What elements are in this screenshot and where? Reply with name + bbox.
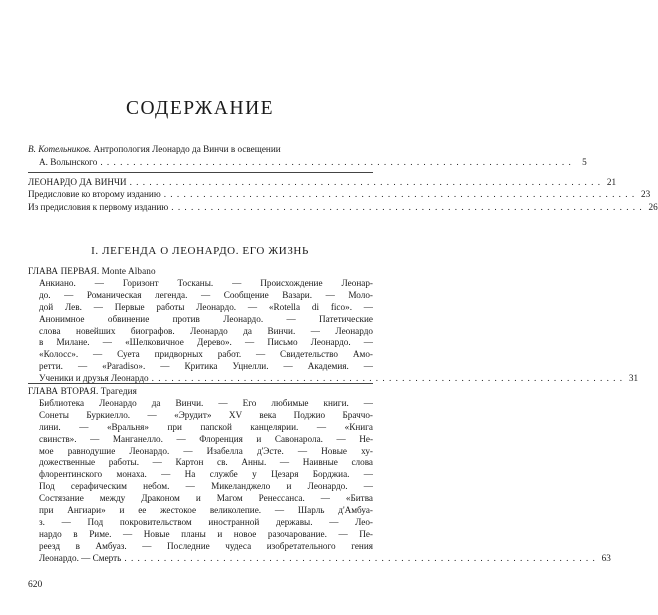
toc-entry-preface-first[interactable] xyxy=(28,201,658,214)
chapter-line: реезд в Амбуаз. — Последние чудеса изобретательного гения xyxy=(39,540,373,551)
dot-leader: . . . . . . . . . . . . . . . . . . . . . . . . . . . . . . . . . . . . . . . . . . . . . . . . . . . . . . . . . . . . . . . . . . . . . . . . xyxy=(163,189,636,199)
toc-entry-text: Из предисловия к первому изданию xyxy=(28,202,169,212)
chapter-line-text: Ученики и друзья Леонардо xyxy=(39,373,149,384)
toc-chapter-1[interactable] xyxy=(28,266,639,385)
toc-entry-text: ЛЕОНАРДО ДА ВИНЧИ xyxy=(28,177,127,187)
chapter-line: при Ангиари» и ее жестокое великолепие. — Шарль д'Амбуа- xyxy=(39,505,373,516)
toc-entry-text: Предисловие ко второму изданию xyxy=(28,189,161,199)
dot-leader: . . . . . . . . . . . . . . . . . . . . . . . . . . . . . . . . . . . . . . . . . . . . . . . . . . . . . . . . . . . . . . . . . . . . . . . . xyxy=(171,202,643,212)
divider-rule xyxy=(28,172,373,173)
chapter-line: слова новейших биографов. Леонардо да Винчи. — Леонардо xyxy=(39,325,373,336)
chapter-line: Анкиано. — Горизонт Тосканы. — Происхождение Леонар- xyxy=(39,277,373,288)
toc-page-number: 31 xyxy=(628,373,639,384)
toc-entry-text: А. Волынского xyxy=(39,156,98,167)
chapter-line: флорентинского монаха. — На службе у Цезаря Борджиа. — xyxy=(39,469,373,480)
toc-entry-text: Антропология Леонардо да Винчи в освещении xyxy=(93,144,281,154)
toc-entry-line xyxy=(28,143,373,156)
chapter-line: Под серафическим небом. — Микеланджело и Леонардо. — xyxy=(39,481,373,492)
page-title: СОДЕРЖАНИЕ xyxy=(125,98,275,119)
chapter-line: ретти. — «Paradiso». — Критика Уцнелли. — Академия. — xyxy=(39,361,373,372)
toc-page-number: 26 xyxy=(648,202,658,212)
chapter-line xyxy=(39,552,611,565)
chapter-line: мое равнодушие Леонардо. — Изабелла д'Эсте. — Новые ху- xyxy=(39,445,373,456)
dot-leader: . . . . . . . . . . . . . . . . . . . . . . . . . . . . . . . . . . . . . . . . . . . . . . . . . . . . . . . . . . . . . . . . . . . . . . . . xyxy=(124,552,596,563)
chapter-heading: ГЛАВА ПЕРВАЯ. Monte Albano xyxy=(28,266,156,276)
dot-leader: . . . . . . . . . . . . . . . . . . . . . . . . . . . . . . . . . . . . . . . . . . . . . . . . . . . . . . . . . . . . . . . . . . . . . . . . xyxy=(151,373,624,384)
chapter-line: дой Лев. — Первые работы Леонардо. — «Rotella di fico». — xyxy=(39,301,373,312)
chapter-line: з. — Под покровительством иностранной державы. — Лео- xyxy=(39,516,373,527)
toc-entry-kotelnikov[interactable] xyxy=(28,143,587,168)
chapter-line: Состязание между Драконом и Магом Ренессанса. — «Битва xyxy=(39,493,373,504)
toc-page-number: 21 xyxy=(606,177,617,187)
chapter-line-text: Леонардо. — Смерть xyxy=(39,552,122,563)
chapter-line: Библиотека Леонардо да Винчи. — Его любимые книги. — xyxy=(39,397,373,408)
toc-entry-author: В. Котельников. xyxy=(28,144,92,154)
toc-page-number: 63 xyxy=(601,552,611,563)
chapter-line: Анонимное обвинение против Леонардо. — Патетические xyxy=(39,313,373,324)
chapter-line: до. — Романическая легенда. — Сообщение Вазари. — Моло- xyxy=(39,289,373,300)
chapter-line: «Колосс». — Суета придворных работ. — Свидетельство Амо- xyxy=(39,349,373,360)
chapter-line: в Милане. — «Шелковичное Дерево». — Письмо Леонардо. — xyxy=(39,337,373,348)
toc-entry-line xyxy=(28,156,587,169)
toc-page-number: 23 xyxy=(640,189,651,199)
section-title: I. ЛЕГЕНДА О ЛЕОНАРДО. ЕГО ЖИЗНЬ xyxy=(91,245,309,257)
chapter-line: дожественные работы. — Картон св. Анны. — Наивные слова xyxy=(39,457,373,468)
dot-leader: . . . . . . . . . . . . . . . . . . . . . . . . . . . . . . . . . . . . . . . . . . . . . . . . . . . . . . . . . . . . . . . . . . . . . . . . xyxy=(129,177,602,187)
chapter-line: свинств». — Манганелло. — Флоренция и Савонарола. — Не- xyxy=(39,433,373,444)
chapter-line: Сонеты Буркиелло. — «Эрудит» XV века Поджио Браччо- xyxy=(39,409,373,420)
toc-chapter-2[interactable] xyxy=(28,386,611,565)
chapter-heading: ГЛАВА ВТОРАЯ. Трагедия xyxy=(28,386,137,396)
chapter-line: лини. — «Вральня» при папской канцелярии. — «Книга xyxy=(39,421,373,432)
toc-entry-leonardo[interactable] xyxy=(28,176,617,189)
toc-entry-preface-second[interactable] xyxy=(28,188,651,201)
dot-leader: . . . . . . . . . . . . . . . . . . . . . . . . . . . . . . . . . . . . . . . . . . . . . . . . . . . . . . . . . . . . . . . . . . . . . . . . xyxy=(100,156,572,167)
chapter-line: нардо в Риме. — Новые планы и новое разочарование. — Пе- xyxy=(39,528,373,539)
page-number: 620 xyxy=(28,580,43,590)
toc-page-number: 5 xyxy=(582,156,587,167)
divider-rule xyxy=(28,383,373,384)
